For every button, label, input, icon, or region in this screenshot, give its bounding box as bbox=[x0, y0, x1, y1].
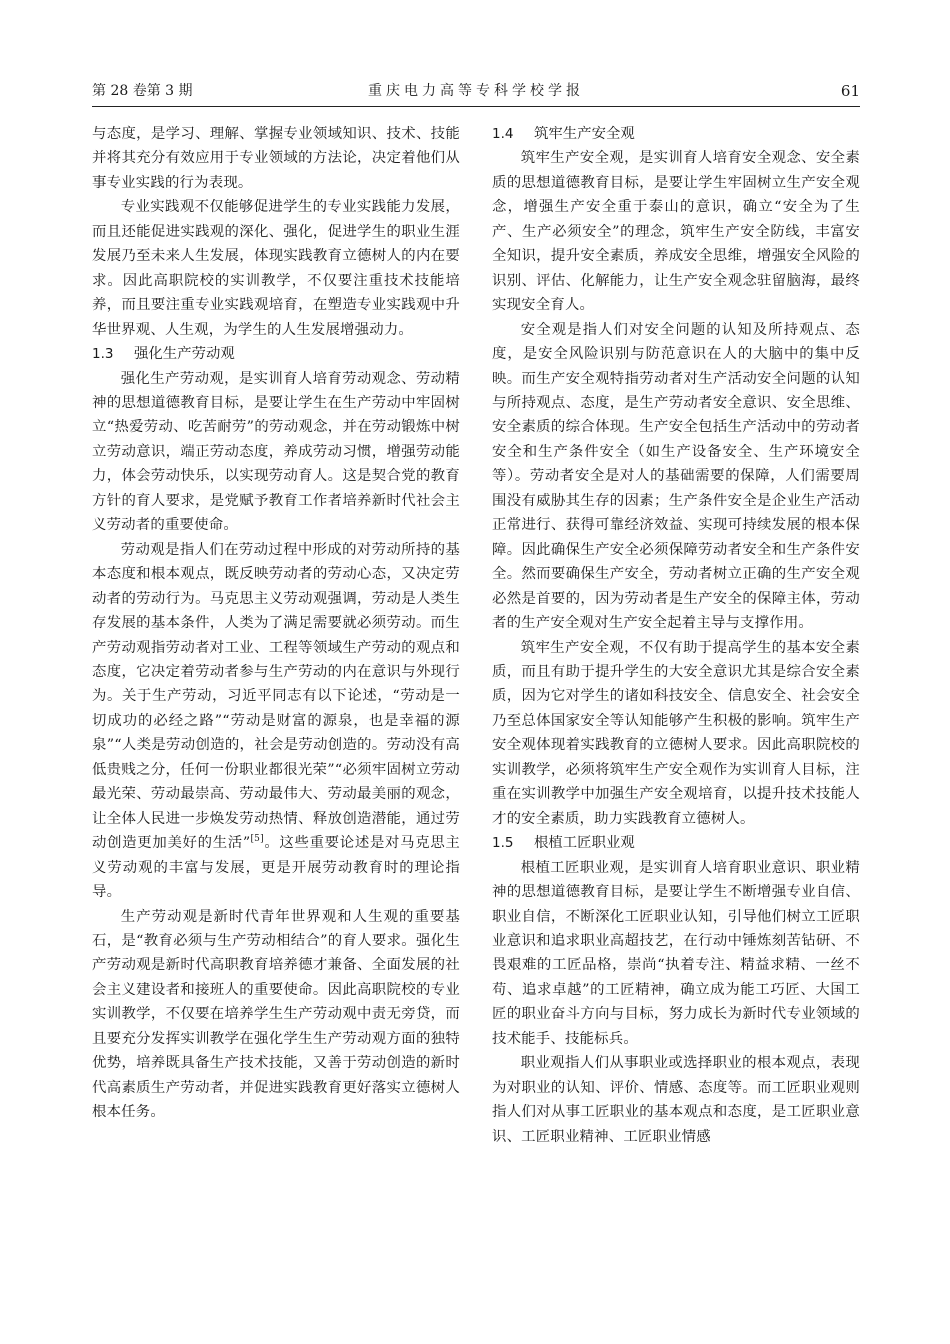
paragraph bbox=[92, 538, 460, 905]
section-heading-1-5 bbox=[492, 831, 860, 855]
paragraph: 专业实践观不仅能够促进学生的专业实践能力发展，而且还能促进实践观的深化、强化，促进学生的职业生涯发展乃至未来人生发展，体现实践教育立德树人的内在要求。因此高职院校的实训教学，不仅要注重技术技能培养，而且要注重专业实践观培育，在塑造专业实践观中升华世界观、人生观，为学生的人生发展增强动力。 bbox=[92, 199, 460, 338]
paragraph: 与态度，是学习、理解、掌握专业领域知识、技术、技能并将其充分有效应用于专业领域的方法论，决定着他们从事专业实践的行为表现。 bbox=[92, 126, 460, 191]
section-number: 1.4 bbox=[492, 126, 514, 142]
paragraph: 职业观指人们从事职业或选择职业的根本观点，表现为对职业的认知、评价、情感、态度等。而工匠职业观则指人们对从事工匠职业的基本观点和态度，是工匠职业意识、工匠职业精神、工匠职业情感 bbox=[492, 1055, 860, 1145]
right-column bbox=[492, 122, 860, 1149]
paragraph: 筑牢生产安全观，是实训育人培育安全观念、安全素质的思想道德教育目标，是要让学生牢固树立生产安全观念，增强生产安全重于泰山的意识，确立“安全为了生产、生产必须安全”的理念，筑牢生产安全防线，丰富安全知识，提升安全素质，养成安全思维，增强安全风险的识别、评估、化解能力，让生产安全观念驻留脑海，最终实现安全育人。 bbox=[492, 150, 860, 314]
section-title: 根植工匠职业观 bbox=[534, 835, 635, 852]
section-title: 强化生产劳动观 bbox=[134, 346, 235, 363]
left-column bbox=[92, 122, 460, 1125]
paragraph-text: 。这些重要论述是对马克思主义劳动观的丰富与发展，更是开展劳动教育时的理论指导。 bbox=[92, 835, 460, 901]
header-divider bbox=[92, 106, 860, 107]
section-heading-1-4 bbox=[492, 122, 860, 146]
section-heading-1-3 bbox=[92, 342, 460, 366]
paragraph: 强化生产劳动观，是实训育人培育劳动观念、劳动精神的思想道德教育目标，是要让学生在生产劳动中牢固树立“热爱劳动、吃苦耐劳”的劳动观念，并在劳动锻炼中树立劳动意识，端正劳动态度，养成劳动习惯，增强劳动能力，体会劳动快乐，以实现劳动育人。这是契合党的教育方针的育人要求，是党赋予教育工作者培养新时代社会主义劳动者的重要使命。 bbox=[92, 370, 460, 534]
volume-issue: 第 28 卷第 3 期 bbox=[92, 83, 193, 99]
running-header bbox=[92, 78, 860, 104]
paragraph: 安全观是指人们对安全问题的认知及所持观点、态度，是安全风险识别与防范意识在人的大脑中的集中反映。而生产安全观特指劳动者对生产活动安全问题的认知与所持观点、态度，是生产劳动者安全意识、安全思维、安全素质的综合体现。生产安全包括生产活动中的劳动者安全和生产条件安全（如生产设备安全、生产环境安全等）。劳动者安全是对人的基础需要的保障，人们需要周围没有威胁其生存的因素；生产条件安全是企业生产活动正常进行、获得可靠经济效益、实现可持续发展的根本保障。因此确保生产安全必须保障劳动者安全和生产条件安全。然而要确保生产安全，劳动者树立正确的生产安全观必然是首要的，因为劳动者是生产安全的保障主体，劳动者的生产安全观对生产安全起着主导与支撑作用。 bbox=[492, 321, 860, 632]
journal-title: 重庆电力高等专科学校学报 bbox=[368, 83, 584, 99]
section-number: 1.3 bbox=[92, 346, 114, 363]
paragraph: 生产劳动观是新时代青年世界观和人生观的重要基石，是“教育必须与生产劳动相结合”的育人要求。强化生产劳动观是新时代高职教育培养德才兼备、全面发展的社会主义建设者和接班人的重要使命。因此高职院校的专业实训教学，不仅要在培养学生生产劳动观中责无旁贷，而且要充分发挥实训教学在强化学生生产劳动观方面的独特优势，培养既具备生产技术技能，又善于劳动创造的新时代高素质生产劳动者，并促进实践教育更好落实立德树人根本任务。 bbox=[92, 908, 460, 1121]
citation-ref: [5] bbox=[250, 834, 264, 845]
section-number: 1.5 bbox=[492, 835, 514, 852]
paragraph: 筑牢生产安全观，不仅有助于提高学生的基本安全素质，而且有助于提升学生的大安全意识尤其是综合安全素质，因为它对学生的诸如科技安全、信息安全、社会安全乃至总体国家安全等认知能够产生积极的影响。筑牢生产安全观体现着实践教育的立德树人要求。因此高职院校的实训教学，必须将筑牢生产安全观作为实训育人目标，注重在实训教学中加强生产安全观培育，以提升技术技能人才的安全素质，助力实践教育立德树人。 bbox=[492, 639, 860, 827]
paragraph-text: 劳动观是指人们在劳动过程中形成的对劳动所持的基本态度和根本观点，既反映劳动者的劳动心态，又决定劳动者的劳动行为。马克思主义劳动观强调，劳动是人类生存发展的基本条件，人类为了满足需要就必须劳动。而生产劳动观指劳动者对工业、工程等领域生产劳动的观点和态度，它决定着劳动者参与生产劳动的内在意识与外现行为。关于生产劳动，习近平同志有以下论述，“劳动是一切成功的必经之路”“劳动是财富的源泉，也是幸福的源泉”“人类是劳动创造的，社会是劳动创造的。劳动没有高低贵贱之分，任何一份职业都很光荣”“必须牢固树立劳动最光荣、劳动最崇高、劳动最伟大、劳动最美丽的观念，让全体人民进一步焕发劳动热情、释放创造潜能，通过劳动创造更加美好的生活” bbox=[92, 541, 460, 852]
page-number: 61 bbox=[840, 82, 860, 100]
section-title: 筑牢生产安全观 bbox=[534, 126, 635, 142]
paragraph: 根植工匠职业观，是实训育人培育职业意识、职业精神的思想道德教育目标，是要让学生不断增强专业自信、职业自信，不断深化工匠职业认知，引导他们树立工匠职业意识和追求职业高超技艺，在行动中锤炼刻苦钻研、不畏艰难的工匠品格，崇尚“执着专注、精益求精、一丝不苟、追求卓越”的工匠精神，确立成为能工巧匠、大国工匠的职业奋斗方向与目标，努力成长为新时代专业领域的技术能手、技能标兵。 bbox=[492, 859, 860, 1047]
